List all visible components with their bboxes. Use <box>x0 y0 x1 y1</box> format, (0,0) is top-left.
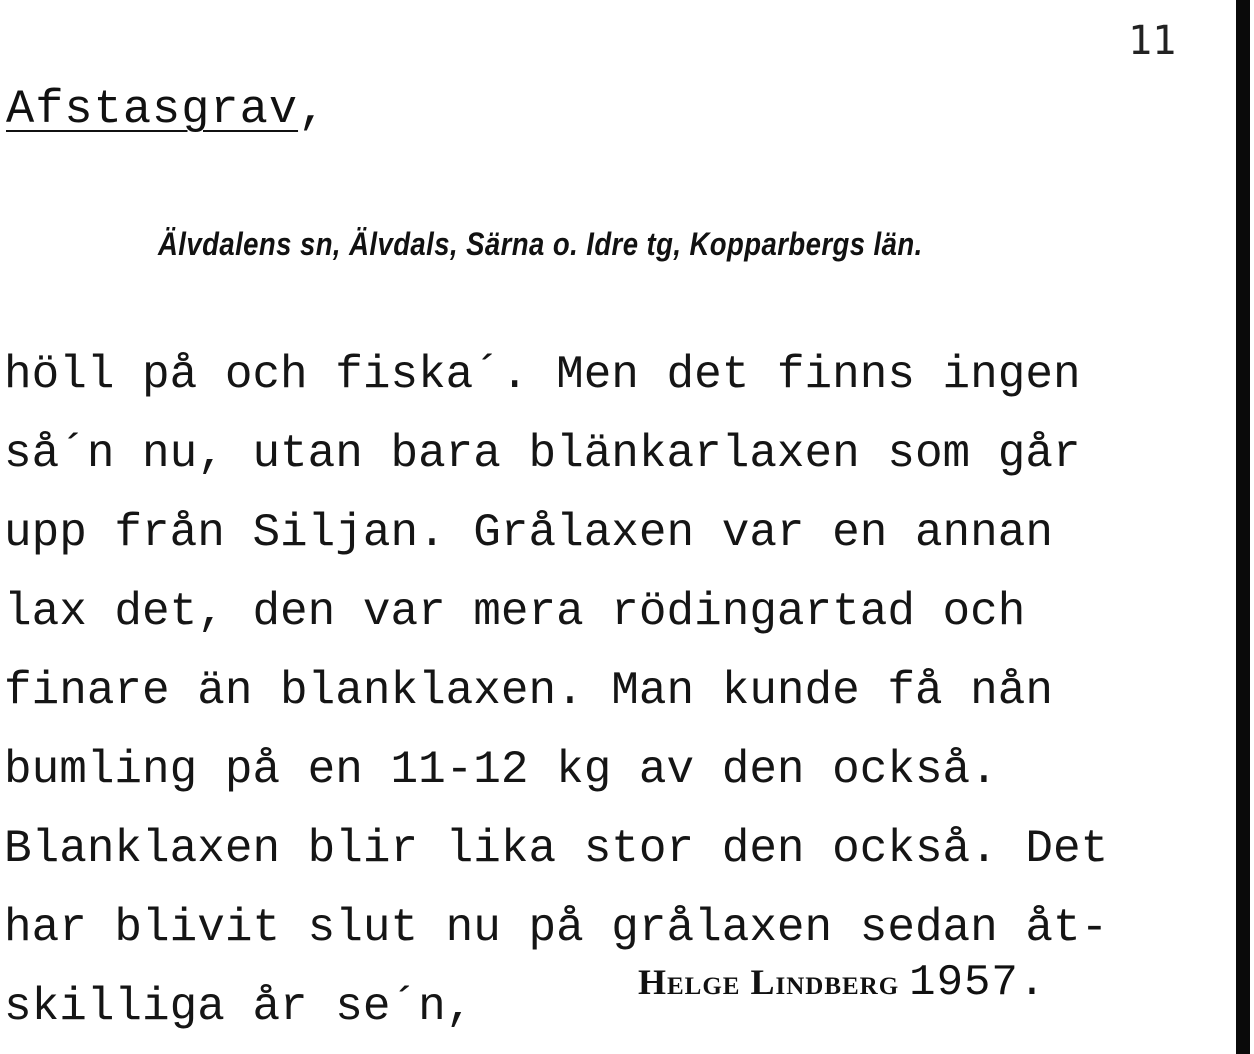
transcript-line: finare än blanklaxen. Man kunde få nån <box>4 665 1053 717</box>
transcript-line: har blivit slut nu på grålaxen sedan åt- <box>4 902 1109 954</box>
informant-signature <box>638 958 1046 1008</box>
signature-year: 1957. <box>909 958 1047 1008</box>
heading-trailing-comma: , <box>298 84 328 137</box>
page-number: 11 <box>1128 18 1177 64</box>
informant-name: Helge Lindberg <box>638 962 900 1002</box>
transcript-line: bumling på en 11-12 kg av den också. <box>4 744 998 796</box>
transcript-line: Blanklaxen blir lika stor den också. Det <box>4 823 1109 875</box>
transcript-body <box>4 336 1236 1047</box>
card-edge-border <box>1236 0 1250 1054</box>
heading-title: Afstasgrav <box>6 84 299 137</box>
transcript-line: lax det, den var mera rödingartad och <box>4 586 1026 638</box>
transcript-line: så´n nu, utan bara blänkarlaxen som går <box>4 428 1081 480</box>
transcript-line: skilliga år se´n, <box>4 981 474 1033</box>
transcript-line: upp från Siljan. Grålaxen var en annan <box>4 507 1053 559</box>
location-stamp: Älvdalens sn, Älvdals, Särna o. Idre tg, Kopparbergs län. <box>158 226 923 262</box>
transcript-line: höll på och fiska´. Men det finns ingen <box>4 349 1081 401</box>
card-heading <box>6 84 327 137</box>
